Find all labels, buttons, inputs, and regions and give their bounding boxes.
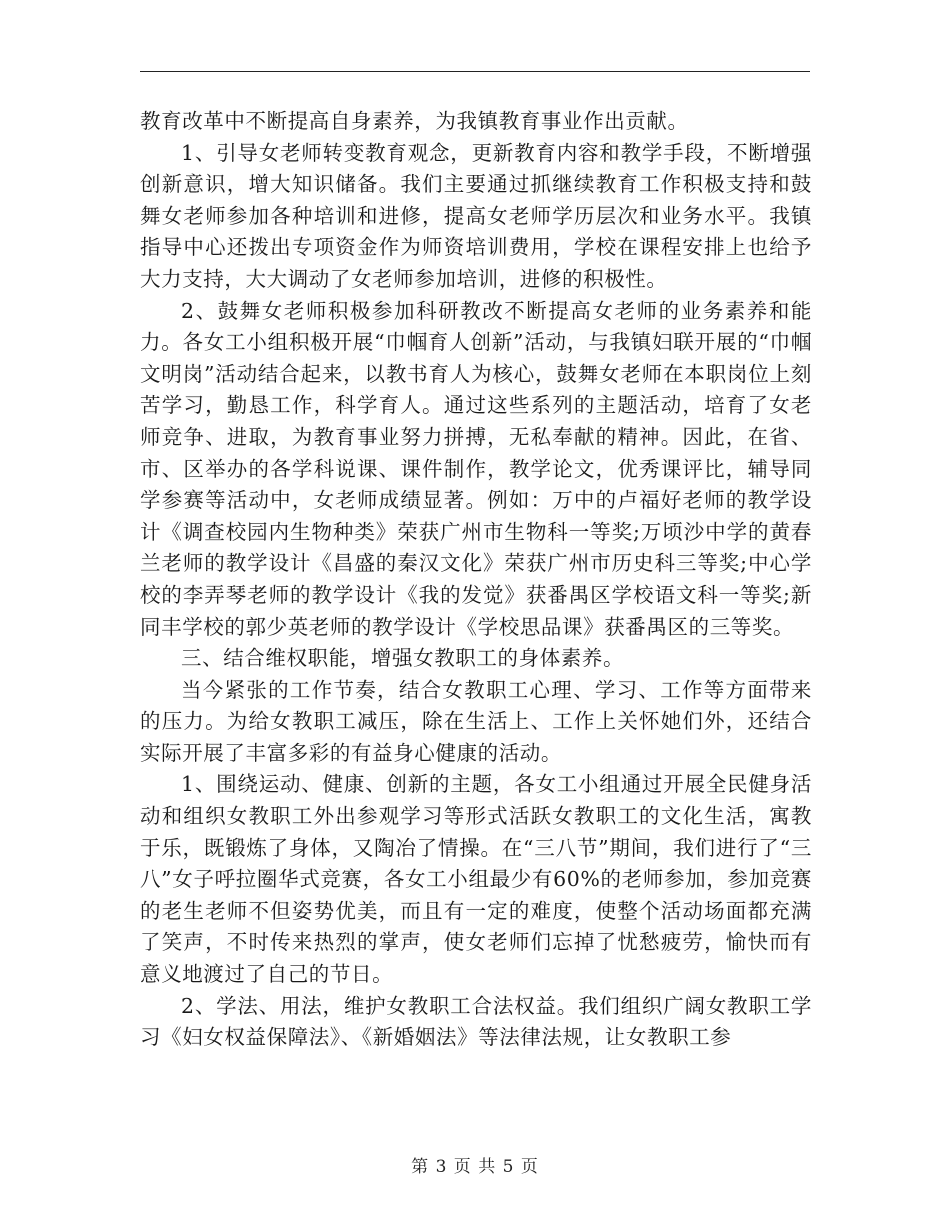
page-number-footer: 第 3 页 共 5 页 [411,1157,539,1177]
paragraph: 2、鼓舞女老师积极参加科研教改不断提高女老师的业务素养和能力。各女工小组积极开展“巾帼育人创新”活动，与我镇妇联开展的“巾帼文明岗”活动结合起来，以教书育人为核心，鼓舞女老师在本职岗位上刻苦学习，勤恳工作，科学育人。通过这些系列的主题活动，培育了女老师竞争、进取，为教育事业努力拼搏，无私奉献的精神。因此，在省、市、区举办的各学科说课、课件制作，教学论文，优秀课评比，辅导同学参赛等活动中，女老师成绩显著。例如：万中的卢福好老师的教学设计《调查校园内生物种类》荣获广州市生物科一等奖;万顷沙中学的黄春兰老师的教学设计《昌盛的秦汉文化》荣获广州市历史科三等奖;中心学校的李弄琴老师的教学设计《我的发觉》获番禺区学校语文科一等奖;新同丰学校的郭少英老师的教学设计《学校思品课》获番禺区的三等奖。 [140,298,812,639]
paragraph: 2、学法、用法，维护女教职工合法权益。我们组织广阔女教职工学习《妇女权益保障法》、《新婚姻法》等法律法规，让女教职工参 [140,993,812,1050]
section-heading: 三、结合维权职能，增强女教职工的身体素养。 [181,646,625,671]
paragraph: 当今紧张的工作节奏，结合女教职工心理、学习、工作等方面带来的压力。为给女教职工减压，除在生活上、工作上关怀她们外，还结合实际开展了丰富多彩的有益身心健康的活动。 [140,677,812,765]
paragraph: 1、引导女老师转变教育观念，更新教育内容和教学手段，不断增强创新意识，增大知识储备。我们主要通过抓继续教育工作积极支持和鼓舞女老师参加各种培训和进修，提高女老师学历层次和业务水平。我镇指导中心还拨出专项资金作为师资培训费用，学校在课程安排上也给予大力支持，大大调动了女老师参加培训，进修的积极性。 [140,140,812,291]
document-body [140,106,812,1054]
paragraph: 教育改革中不断提高自身素养，为我镇教育事业作出贡献。 [140,109,689,133]
paragraph: 1、围绕运动、健康、创新的主题，各女工小组通过开展全民健身活动和组织女教职工外出参观学习等形式活跃女教职工的文化生活，寓教于乐，既锻炼了身体，又陶冶了情操。在“三八节”期间，我们进行了“三八”女子呼拉圈华式竞赛，各女工小组最少有60%的老师参加，参加竞赛的老生老师不但姿势优美，而且有一定的难度，使整个活动场面都充满了笑声，不时传来热烈的掌声，使女老师们忘掉了忧愁疲劳，愉快而有意义地渡过了自己的节日。 [140,772,812,987]
header-divider [140,71,810,72]
